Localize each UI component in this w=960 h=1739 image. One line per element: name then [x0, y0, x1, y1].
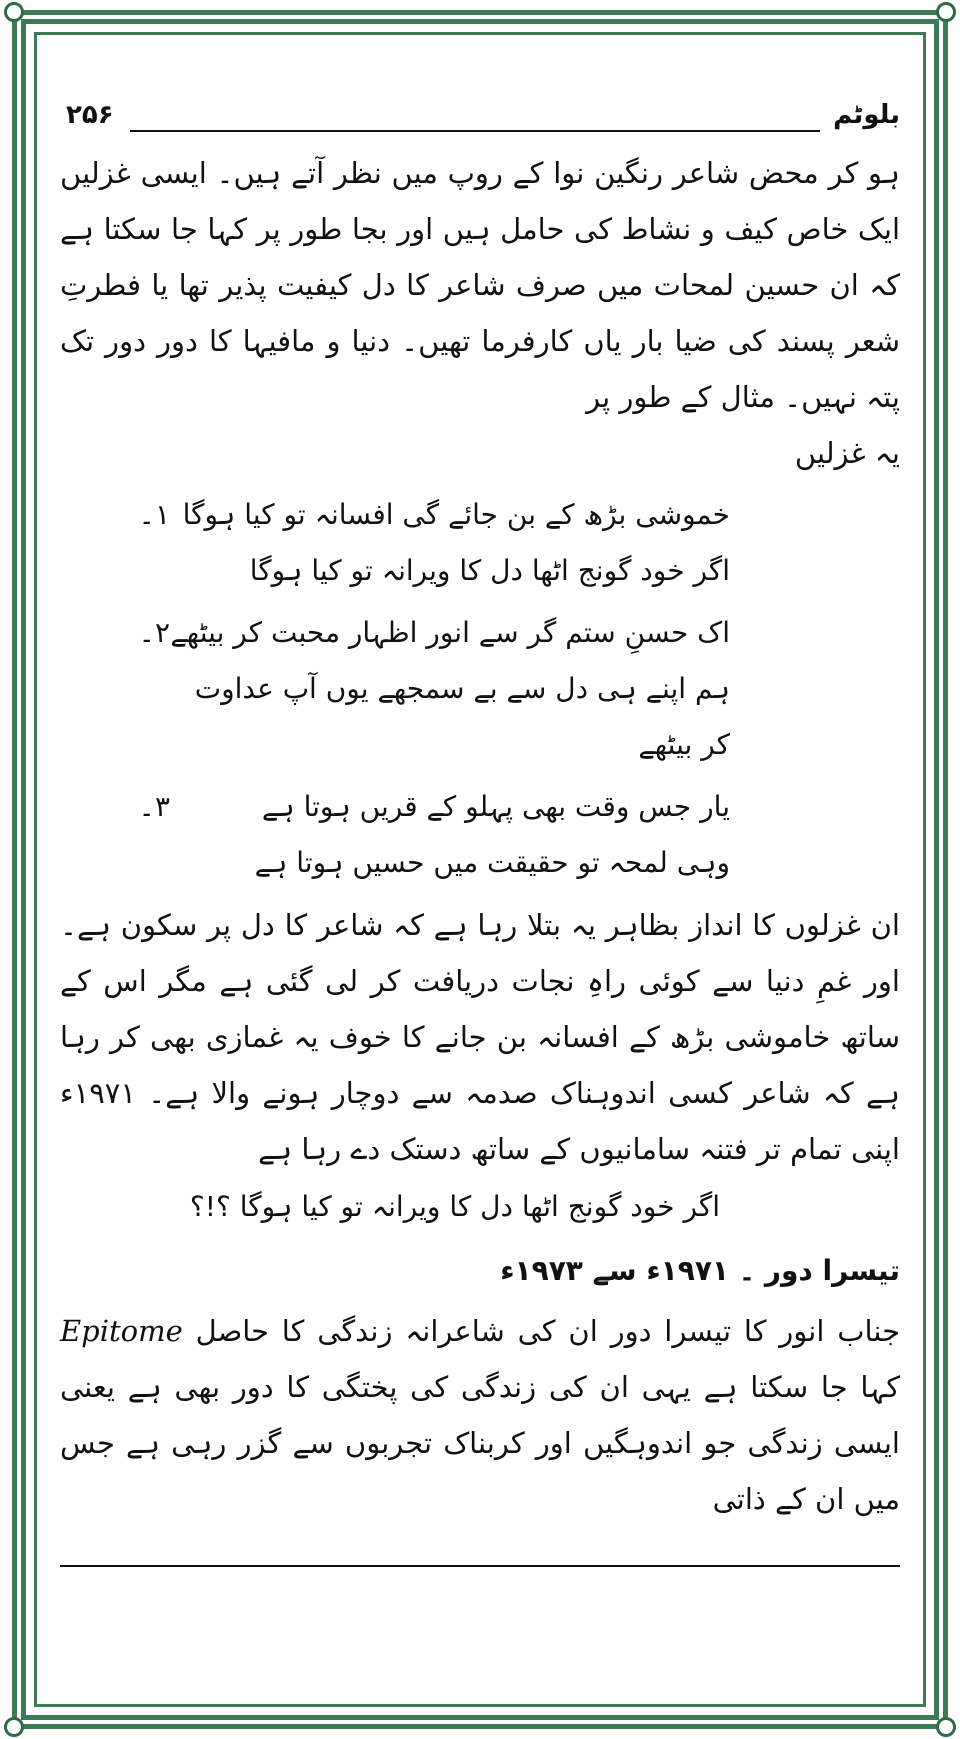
verse-line: وہی لمحہ تو حقیقت میں حسیں ہوتا ہے — [254, 846, 730, 879]
intro-paragraph: ہو کر محض شاعر رنگین نوا کے روپ میں نظر آتے ہیں۔ ایسی غزلیں ایک خاص کیف و نشاط کی حامل ہیں اور بجا طور پر کہا جا سکتا ہے کہ ان حسین لمحات میں صرف شاعر کا دل کیفیت پذیر تھا یا فطرتِ شعر پسند کی ضیا بار یاں کارفرما تھیں۔ دنیا و مافیہا کا دور دور تک پتہ نہیں۔ مثال کے طور پر — [60, 156, 900, 414]
intro-label: یہ غزلیں — [794, 436, 900, 470]
corner-knot-icon — [936, 2, 956, 22]
couplet-number: ۱۔ — [138, 498, 170, 531]
closing-paragraph — [60, 1303, 900, 1527]
couplet-list — [60, 487, 900, 891]
couplet-1 — [60, 487, 900, 599]
page-header — [60, 100, 900, 140]
section-heading: تیسرا دور ۔ ۱۹۷۱ء سے ۱۹۷۳ء — [500, 1254, 900, 1287]
verse-line: خموشی بڑھ کے بن جائے گی افسانہ تو کیا ہوگا — [182, 498, 730, 531]
closing-rest: کہا جا سکتا ہے یہی ان کی زندگی کی پختگی کا دور بھی ہے یعنی ایسی زندگی جو اندوہگیں اور کربناک تجربوں سے گزر رہی ہے جس میں ان کے ذاتی — [60, 1370, 900, 1516]
page-content — [60, 60, 900, 1680]
corner-knot-icon — [4, 1717, 24, 1737]
verse-line: اک حسنِ ستم گر سے انور اظہار محبت کر بیٹھے — [170, 616, 730, 649]
corner-knot-icon — [936, 1717, 956, 1737]
verse-line: اگر خود گونج اٹھا دل کا ویرانہ تو کیا ہوگا — [249, 554, 730, 587]
page-body — [60, 145, 900, 1527]
corner-knot-icon — [4, 2, 24, 22]
book-title: بلوٹم — [833, 100, 900, 130]
couplet-number: ۲۔ — [138, 616, 170, 649]
couplet-2 — [60, 605, 900, 773]
couplet-number: ۳۔ — [138, 790, 170, 823]
analysis-paragraph: ان غزلوں کا انداز بظاہر یہ بتلا رہا ہے کہ شاعر کا دل پر سکون ہے۔ اور غمِ دنیا سے کوئی راہِ نجات دریافت کر لی گئی ہے مگر اس کے ساتھ خاموشی بڑھ کے افسانہ بن جانے کا خوف یہ غمازی بھی کر رہا ہے کہ شاعر کسی اندوہناک صدمہ سے دوچار ہونے والا ہے۔ ۱۹۷۱ء اپنی تمام تر فتنہ سامانیوں کے ساتھ دستک دے رہا ہے — [60, 908, 900, 1166]
quoted-verse: اگر خود گونج اٹھا دل کا ویرانہ تو کیا ہوگا ؟!؟ — [189, 1190, 720, 1223]
verse-line: یار جس وقت بھی پہلو کے قریں ہوتا ہے — [261, 790, 730, 823]
closing-latin-term: Epitome — [60, 1314, 183, 1348]
verse-line: ہم اپنے ہی دل سے بے سمجھے یوں آپ عداوت کر بیٹھے — [194, 672, 730, 761]
page-number: ۲۵۶ — [66, 100, 114, 130]
footer-rule — [60, 1565, 900, 1567]
closing-start: جناب انور کا تیسرا دور ان کی شاعرانہ زندگی کا حاصل — [195, 1314, 901, 1348]
header-rule — [130, 130, 820, 132]
couplet-3 — [60, 779, 900, 891]
